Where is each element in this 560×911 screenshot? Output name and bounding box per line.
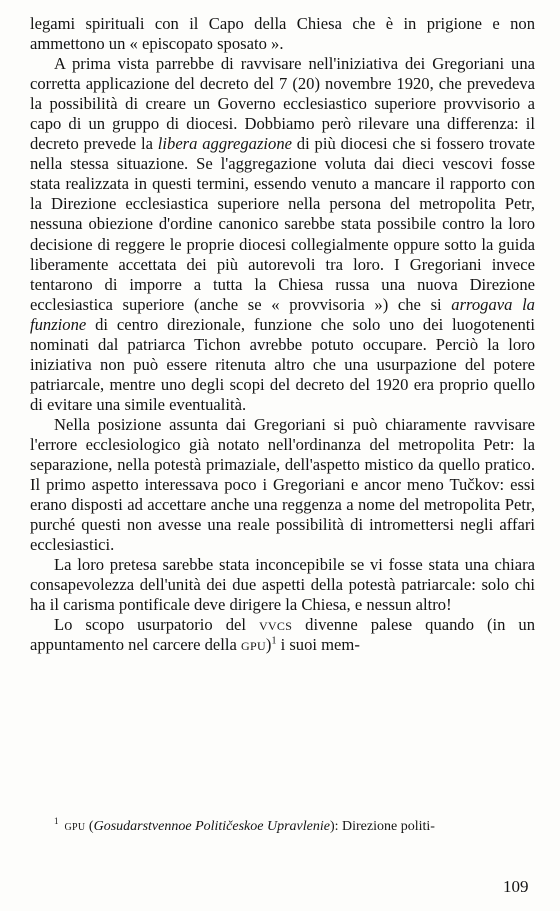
- footnote-abbr: gpu: [64, 819, 86, 834]
- paragraph-4: La loro pretesa sarebbe stata inconcepibile se vi fosse stata una chiara consapevolezza dell'unità dei due aspetti della potestà patriarcale: solo chi ha il carisma pontificale deve dirigere la Chiesa, e nessun altro!: [30, 555, 535, 615]
- paragraph-5-text-e: ): [265, 635, 272, 655]
- paragraph-2-italic-phrase-2: arrogava la funzione: [30, 294, 535, 334]
- paragraph-5: [30, 615, 535, 655]
- footnote-open: (: [85, 819, 94, 834]
- paragraph-5-abbr-vvcs: vvcs: [258, 615, 293, 635]
- paragraph-5-abbr-gpu: gpu: [241, 635, 266, 655]
- page-number: 109: [503, 877, 529, 896]
- paragraph-5-text-g: i suoi mem-: [276, 635, 360, 655]
- paragraph-5-text-a: Lo scopo usurpatorio del: [54, 615, 259, 635]
- paragraph-1: legami spirituali con il Capo della Chiesa che è in prigione e non ammettono un « episcopato sposato ».: [30, 14, 535, 54]
- paragraph-2: [30, 54, 535, 415]
- body-text: [30, 14, 535, 656]
- footnote: [54, 818, 540, 836]
- footnote-reference: 1: [271, 635, 277, 647]
- paragraph-2-text-c: di più diocesi che si fossero trovate nella stessa situazione. Se l'aggregazione voluta dai dieci vescovi fosse stata realizzata in questi termini, essendo venuto a mancare il rapporto con la Direzione ecclesiastica superiore nella persona del metropolita Petr, nessuna obiezione d'ordine canonico sarebbe stata possibile contro la loro decisione di reggere le proprie diocesi collegialmente oppure sotto la guida liberamente accettata dei più autorevoli tra loro. I Gregoriani invece tentarono di imporre a tutta la Chiesa russa una nuova Direzione ecclesiastica superiore (anche se « provvisoria ») che si: [30, 134, 535, 314]
- paragraph-2-italic-phrase-1: libera aggregazione: [157, 134, 292, 154]
- footnote-mark: 1: [54, 816, 59, 827]
- footnote-title: Gosudarstvennoe Političeskoe Upravlenie: [93, 819, 330, 834]
- paragraph-2-text-e: di centro direzionale, funzione che solo uno dei luogotenenti nominati dal patriarca Tichon avrebbe potuto occupare. Perciò la loro iniziativa non può essere ritenuta altro che una usurpazione del potere patriarcale, mentre uno degli scopi del decreto del 1920 era proprio quello di evitare una simile eventualità.: [30, 314, 535, 414]
- paragraph-5-text-c: divenne palese quando (in un appuntamento nel carcere della: [30, 615, 536, 655]
- footnote-rest: ): Direzione politi-: [329, 819, 435, 834]
- paragraph-2-text-a: A prima vista parrebbe di ravvisare nell'iniziativa dei Gregoriani una corretta applicazione del decreto del 7 (20) novembre 1920, che prevedeva la possibilità di creare un Governo ecclesiastico superiore provvisorio a capo di un gruppo di diocesi. Dobbiamo però rilevare una differenza: il decreto prevede la: [30, 54, 535, 154]
- paragraph-3: Nella posizione assunta dai Gregoriani si può chiaramente ravvisare l'errore ecclesiologico già notato nell'ordinanza del metropolita Petr: la separazione, nella potestà primaziale, dell'aspetto mistico da quello pratico. Il primo aspetto interessava poco i Gregoriani e ancor meno Tučkov: essi erano disposti ad accettare anche una reggenza a nome del metropolita Petr, purché questi non avesse una reale possibilità di intromettersi negli affari ecclesiastici.: [30, 414, 535, 555]
